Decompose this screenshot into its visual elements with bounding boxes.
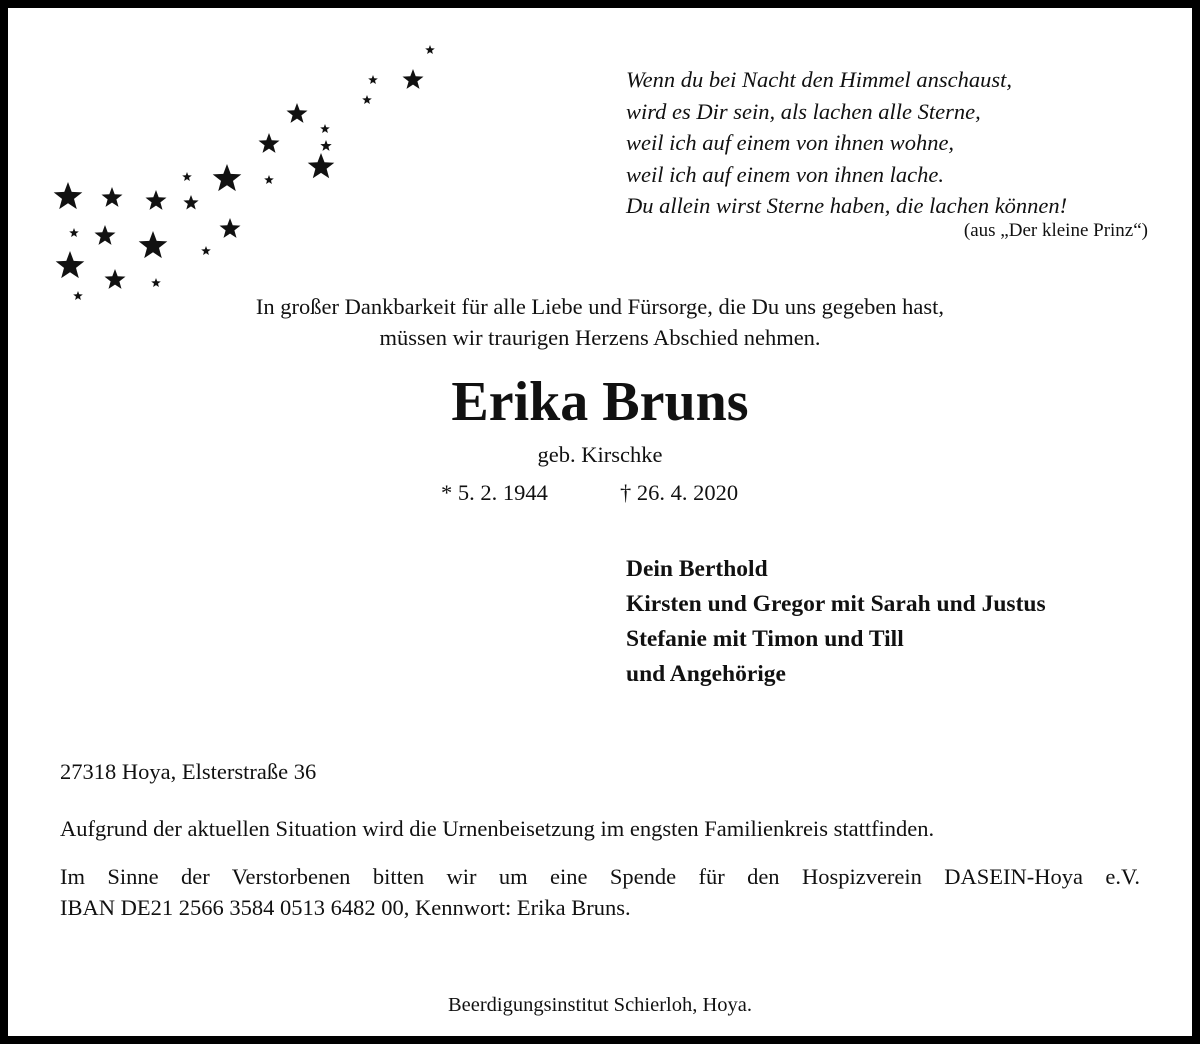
intro-line: müssen wir traurigen Herzens Abschied nehmen. — [379, 325, 821, 350]
quote-line: wird es Dir sein, als lachen alle Sterne, — [626, 98, 981, 124]
star-icon — [287, 103, 308, 123]
donation-line: IBAN DE21 2566 3584 0513 6482 00, Kennwort: Erika Bruns. — [60, 895, 631, 920]
star-icon — [220, 218, 241, 238]
star-icon — [308, 153, 335, 178]
mourner-line: Dein Berthold — [626, 556, 768, 582]
quote-line: weil ich auf einem von ihnen lache. — [626, 161, 945, 187]
quote-line: Du allein wirst Sterne haben, die lachen können! — [626, 193, 1068, 218]
star-icon — [403, 69, 424, 89]
star-icon — [56, 251, 85, 278]
mourner-line: und Angehörige — [626, 661, 786, 687]
star-icon — [151, 278, 161, 287]
star-icon — [102, 187, 123, 207]
death-date: † 26. 4. 2020 — [620, 480, 739, 505]
quote-line: weil ich auf einem von ihnen wohne, — [626, 130, 955, 155]
star-icon — [213, 164, 242, 191]
birth-name: geb. Kirschke — [537, 442, 663, 467]
mourner-line: Stefanie mit Timon und Till — [626, 626, 904, 652]
star-icon — [362, 95, 372, 104]
deceased-name: Erika Bruns — [451, 371, 749, 433]
quote-source: (aus „Der kleine Prinz“) — [963, 220, 1148, 241]
address: 27318 Hoya, Elsterstraße 36 — [60, 759, 317, 784]
quote-line: Wenn du bei Nacht den Himmel anschaust, — [626, 67, 1012, 92]
intro-text — [8, 291, 1192, 353]
star-icon — [201, 246, 211, 255]
birth-date: * 5. 2. 1944 — [441, 480, 548, 505]
star-icon — [69, 228, 79, 237]
star-icon — [182, 172, 192, 181]
intro-line: In großer Dankbarkeit für alle Liebe und Fürsorge, die Du uns gegeben hast, — [255, 294, 945, 319]
star-icon — [105, 269, 126, 289]
star-icon — [54, 182, 83, 209]
funeral-home: Beerdigungsinstitut Schierloh, Hoya. — [447, 994, 753, 1016]
stars-icon — [38, 33, 458, 313]
star-icon — [183, 195, 198, 210]
mourners — [626, 552, 1046, 692]
donation-line: Im Sinne der Verstorbenen bitten wir um eine Spende für den Hospizverein DASEIN-Hoya e.V. — [60, 864, 1140, 889]
star-icon — [146, 190, 167, 210]
star-icon — [320, 140, 331, 151]
donation-request — [60, 861, 1140, 923]
star-icon — [425, 45, 435, 54]
star-icon — [320, 124, 330, 133]
star-icon — [368, 75, 378, 84]
star-icon — [259, 133, 280, 153]
funeral-notice: Aufgrund der aktuellen Situation wird die Urnenbeisetzung im engsten Familienkreis stattfinden. — [60, 816, 935, 841]
mourner-line: Kirsten und Gregor mit Sarah und Justus — [626, 591, 1046, 617]
star-icon — [95, 225, 116, 245]
star-icon — [264, 175, 274, 184]
quote — [626, 64, 1166, 222]
star-icon — [139, 231, 168, 258]
